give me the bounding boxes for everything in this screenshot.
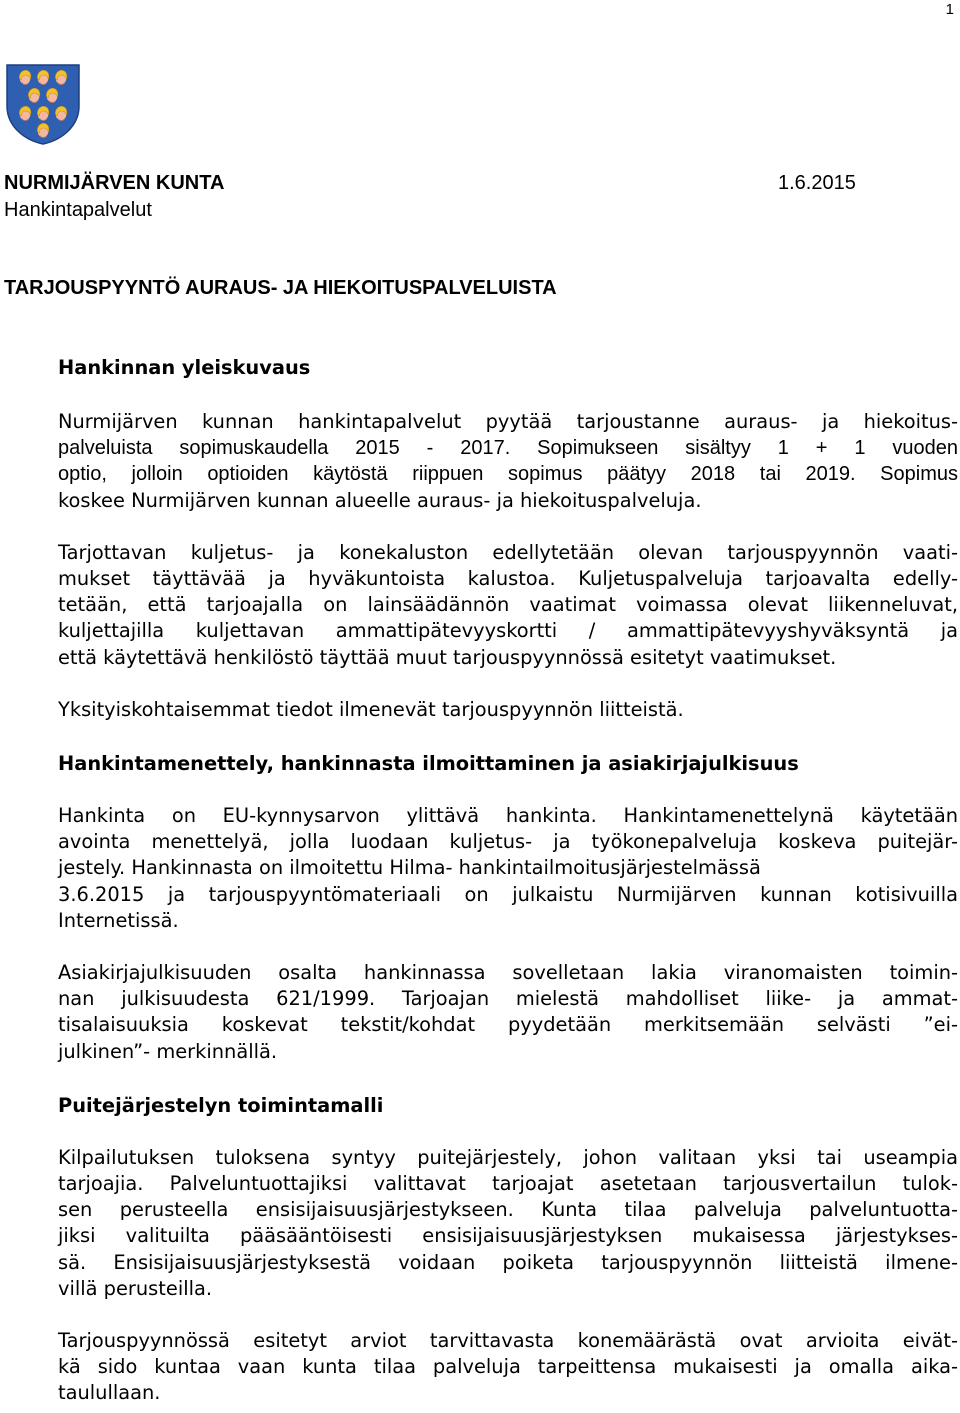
document-body <box>58 355 958 1407</box>
paragraph-line: Tarjouspyynnössä esitetyt arviot tarvittavasta konemäärästä ovat arvioita eivät- <box>58 1329 958 1353</box>
paragraph-line: tetään, että tarjoajalla on lainsäädännön vaatimat voimassa olevat liikenneluvat, <box>58 593 958 617</box>
paragraph <box>58 803 958 934</box>
paragraph-line: kuljettajilla kuljettavan ammattipätevyyskortti / ammattipätevyyshyväksyntä ja <box>58 619 958 643</box>
paragraph-line: Yksityiskohtaisemmat tiedot ilmenevät tarjouspyynnön liitteistä. <box>58 697 684 721</box>
paragraph <box>58 1145 958 1302</box>
paragraph-line: koskee Nurmijärven kunnan alueelle auraus- ja hiekoituspalveluja. <box>58 488 702 512</box>
paragraph-line: sä. Ensisijaisuusjärjestyksestä voidaan poiketa tarjouspyynnön liitteistä ilmene- <box>58 1250 958 1274</box>
paragraph-line: Tarjottavan kuljetus- ja konekaluston edellytetään olevan tarjouspyynnön vaati- <box>58 540 958 564</box>
paragraph-line: Internetissä. <box>58 908 179 932</box>
paragraph-line: jestely. Hankinnasta on ilmoitettu Hilma- hankintailmoitusjärjestelmässä <box>58 856 761 880</box>
paragraph-line: mukset täyttävää ja hyväkuntoista kalustoa. Kuljetuspalveluja tarjoavalta edelly- <box>58 567 958 591</box>
page-number: 1 <box>945 1 954 18</box>
paragraph-line: optio, jolloin optioiden käytöstä riippuen sopimus päätyy 2018 tai 2019. Sopimus <box>58 463 958 486</box>
paragraph-line: nan julkisuudesta 621/1999. Tarjoajan mielestä mahdolliset liike- ja ammat- <box>58 987 958 1011</box>
paragraph-line: tarjoajia. Palveluntuottajiksi valittavat tarjoajat asetetaan tarjousvertailun tulok- <box>58 1172 958 1196</box>
paragraph-line: Hankinta on EU-kynnysarvon ylittävä hankinta. Hankintamenettelynä käytetään <box>58 804 958 828</box>
paragraph-line: avointa menettelyä, jolla luodaan kuljetus- ja työkonepalveluja koskeva puitejär- <box>58 830 958 854</box>
paragraph <box>58 960 958 1065</box>
municipal-coat-of-arms-icon <box>4 62 82 146</box>
section-heading-procedure: Hankintamenettely, hankinnasta ilmoittaminen ja asiakirjajulkisuus <box>58 752 799 776</box>
document-date: 1.6.2015 <box>778 172 856 194</box>
paragraph-line: kä sido kuntaa vaan kunta tilaa palveluja tarpeittensa mukaisesti ja omalla aika- <box>58 1355 958 1379</box>
paragraph-line: Asiakirjajulkisuuden osalta hankinnassa sovelletaan lakia viranomaisten toimin- <box>58 961 958 985</box>
paragraph <box>58 409 958 514</box>
paragraph-line: taulullaan. <box>58 1381 161 1405</box>
paragraph <box>58 697 958 723</box>
section-heading-overview: Hankinnan yleiskuvaus <box>58 356 311 379</box>
paragraph-line: palveluista sopimuskaudella 2015 - 2017. Sopimukseen sisältyy 1 + 1 vuoden <box>58 437 958 460</box>
paragraph-line: Nurmijärven kunnan hankintapalvelut pyytää tarjoustanne auraus- ja hiekoitus- <box>58 410 958 433</box>
paragraph <box>58 1328 958 1407</box>
department-name: Hankintapalvelut <box>4 199 152 221</box>
paragraph-line: että käytettävä henkilöstö täyttää muut tarjouspyynnössä esitetyt vaatimukset. <box>58 645 837 669</box>
paragraph-line: Kilpailutuksen tuloksena syntyy puitejärjestely, johon valitaan yksi tai useampia <box>58 1145 958 1169</box>
paragraph-line: jiksi valituilta pääsääntöisesti ensisijaisuusjärjestyksen mukaisessa järjestykses- <box>58 1224 958 1248</box>
organization-name: NURMIJÄRVEN KUNTA <box>4 172 225 194</box>
paragraph-line: tisalaisuuksia koskevat tekstit/kohdat pyydetään merkitsemään selvästi ”ei- <box>58 1013 958 1037</box>
paragraph-line: sen perusteella ensisijaisuusjärjestykseen. Kunta tilaa palveluja palveluntuotta- <box>58 1198 958 1222</box>
section-heading-framework: Puitejärjestelyn toimintamalli <box>58 1093 384 1117</box>
paragraph-line: 3.6.2015 ja tarjouspyyntömateriaali on julkaistu Nurmijärven kunnan kotisivuilla <box>58 882 958 906</box>
paragraph-line: julkinen”- merkinnällä. <box>58 1039 278 1063</box>
document-title: TARJOUSPYYNTÖ AURAUS- JA HIEKOITUSPALVELUISTA <box>4 277 557 299</box>
paragraph-line: villä perusteilla. <box>58 1276 213 1300</box>
paragraph <box>58 540 958 671</box>
